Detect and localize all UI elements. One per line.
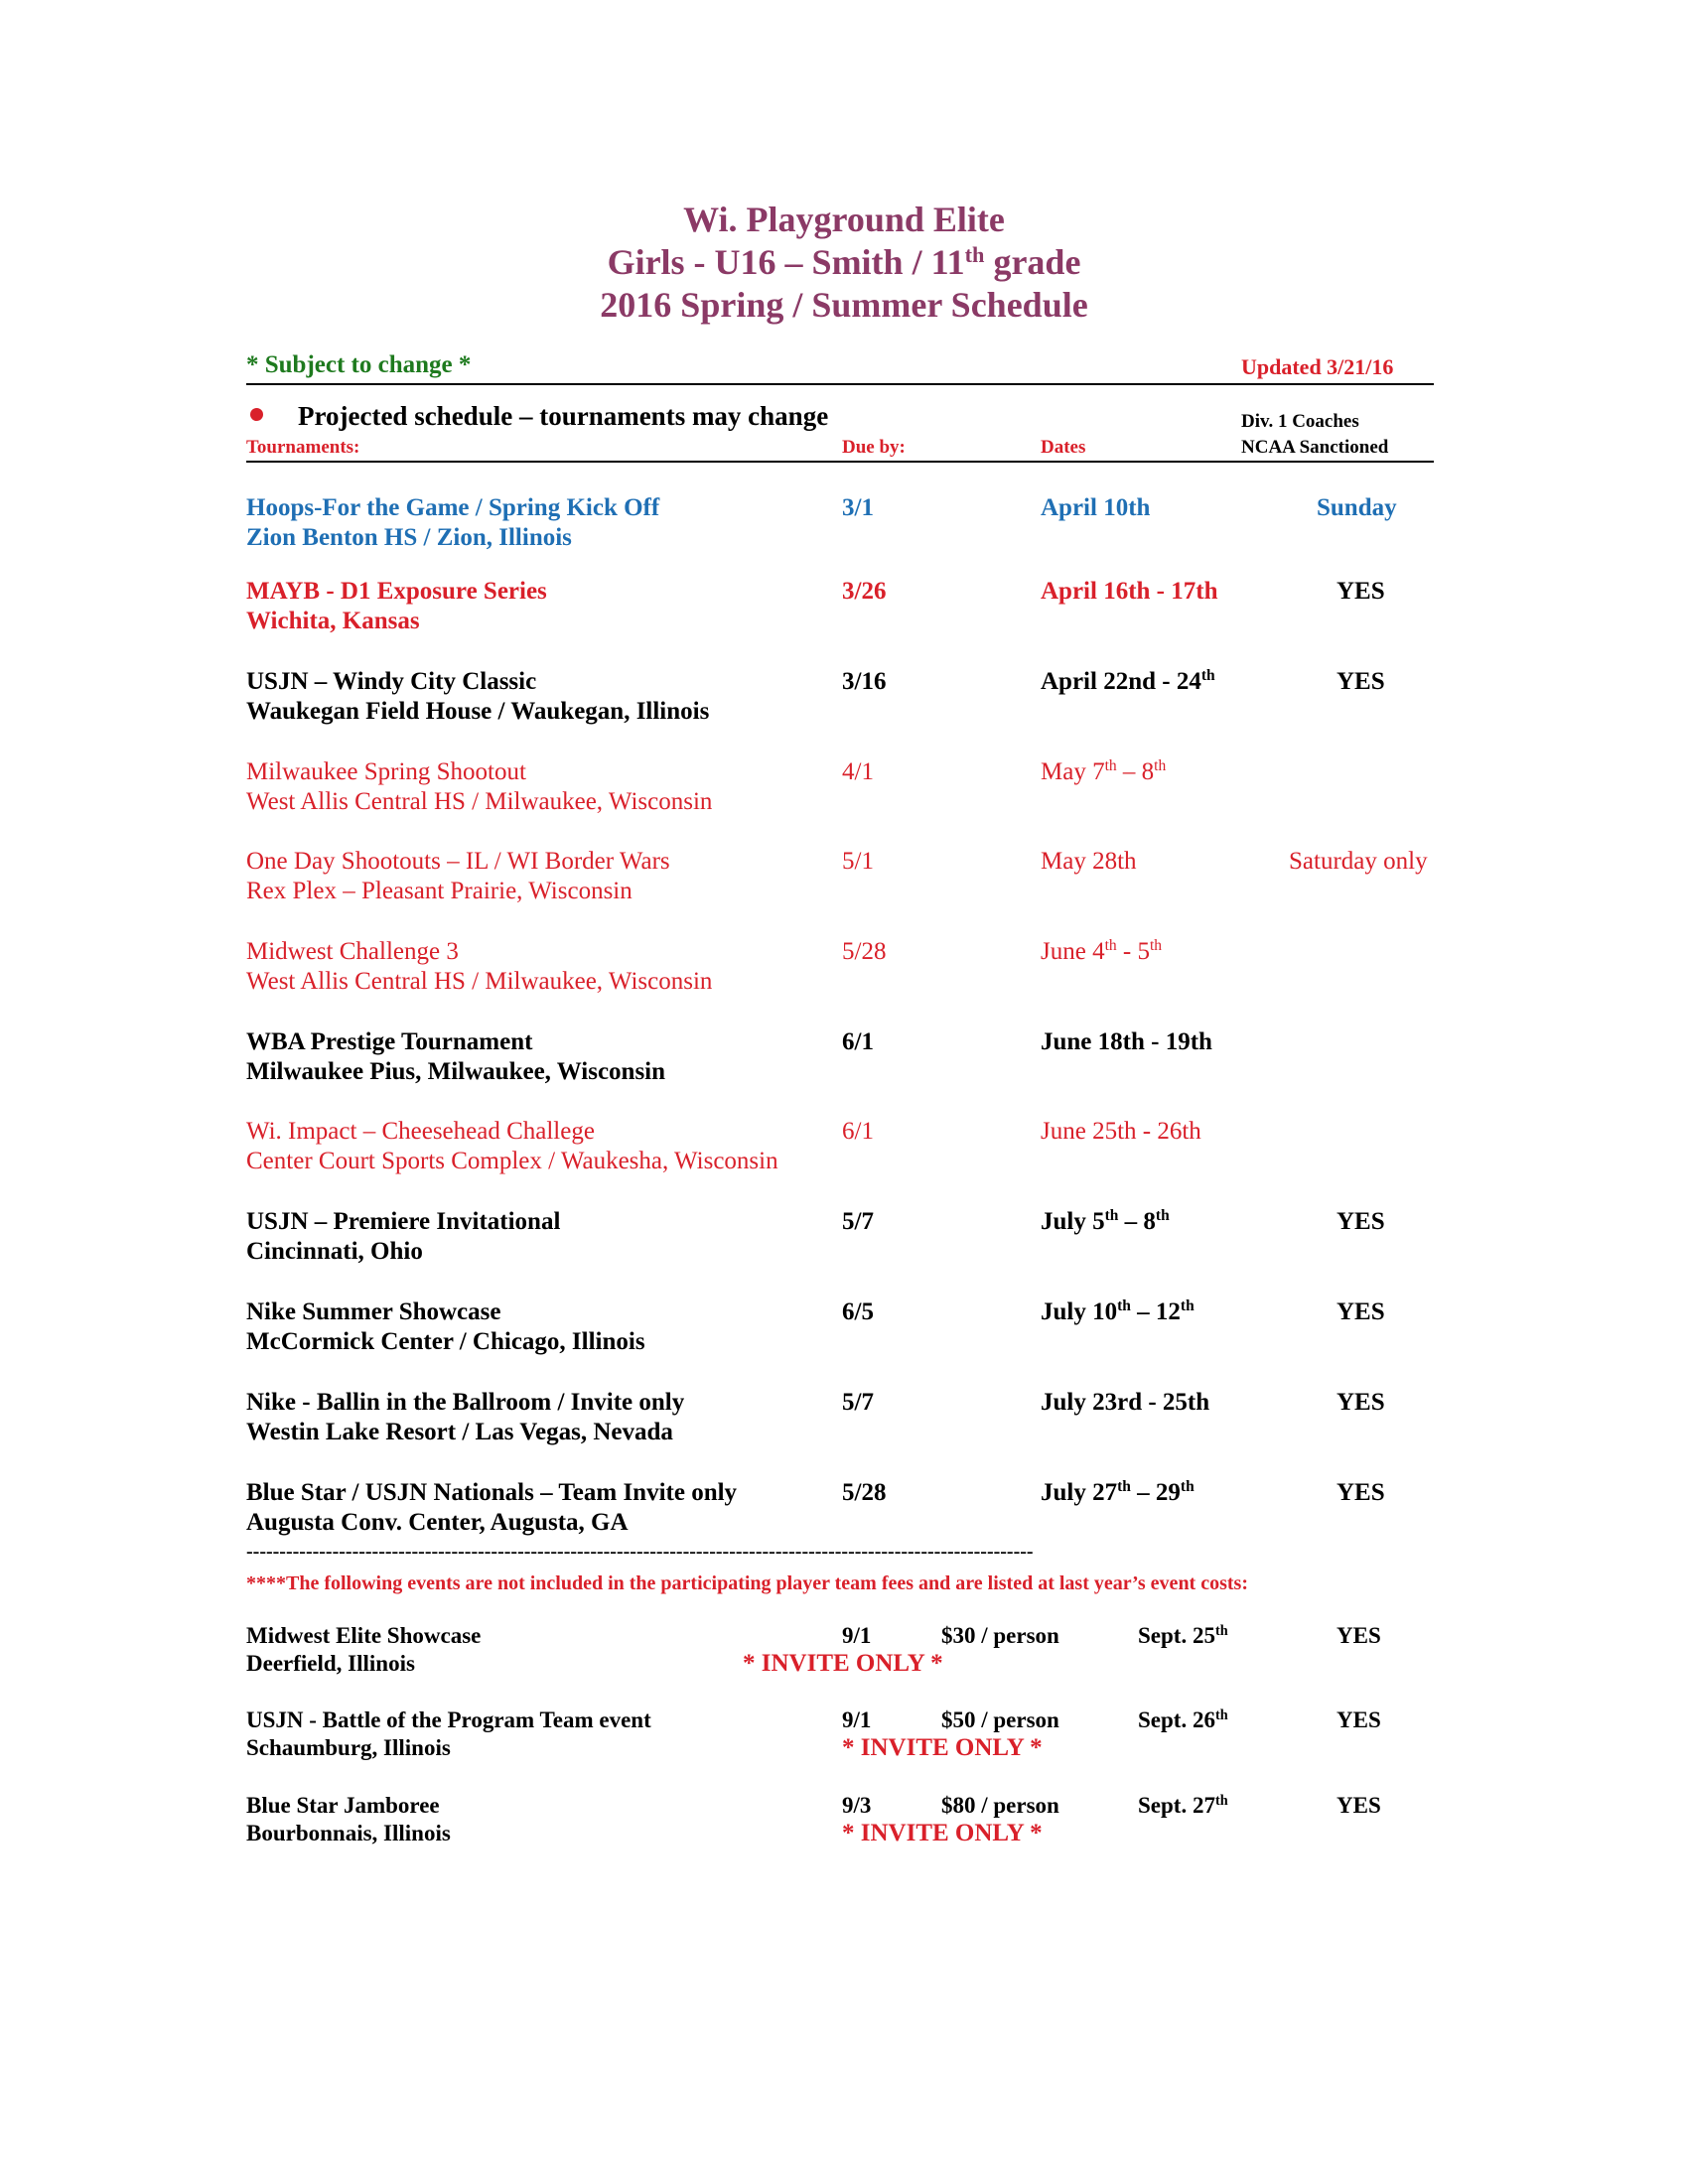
event-note: Saturday only — [1289, 848, 1428, 875]
title-line-2-suffix: grade — [984, 242, 1081, 282]
event-due: 5/7 — [842, 1389, 874, 1416]
event-location: Schaumburg, Illinois — [246, 1735, 451, 1760]
event-date: June 25th - 26th — [1041, 1118, 1201, 1145]
event-location: Center Court Sports Complex / Waukesha, Wisconsin — [246, 1148, 778, 1174]
event-row — [246, 667, 1438, 727]
event-row — [246, 577, 1438, 636]
event-location: Rex Plex – Pleasant Prairie, Wisconsin — [246, 878, 633, 904]
event-name: Hoops-For the Game / Spring Kick Off — [246, 494, 660, 521]
event-due: 6/1 — [842, 1028, 874, 1055]
event-cost: $50 / person — [941, 1707, 1059, 1732]
col-tournaments: Tournaments: — [246, 437, 360, 458]
event-date-sup: th — [1180, 1297, 1195, 1315]
event-date-sup: th — [1154, 757, 1167, 775]
event-date — [1138, 1622, 1228, 1650]
optional-event-row — [246, 1622, 1438, 1678]
event-row — [246, 1117, 1438, 1176]
ncaa-sanctioned-label: NCAA Sanctioned — [1241, 437, 1389, 458]
event-location: Bourbonnais, Illinois — [246, 1821, 451, 1845]
subheader-rule — [246, 461, 1434, 463]
event-due: 9/1 — [842, 1623, 872, 1648]
event-name: Midwest Elite Showcase — [246, 1623, 482, 1648]
invite-only-label: * INVITE ONLY * — [842, 1820, 1043, 1846]
event-date-sup: th — [1180, 1478, 1195, 1496]
event-location: McCormick Center / Chicago, Illinois — [246, 1328, 645, 1355]
event-date-text: May 7 — [1041, 758, 1105, 785]
event-date-end: - 5 — [1116, 938, 1150, 965]
event-date — [1138, 1792, 1228, 1820]
event-date — [1041, 1478, 1195, 1508]
invite-only-label: * INVITE ONLY * — [743, 1650, 943, 1677]
event-date-sup: th — [1214, 1623, 1228, 1640]
col-due-by: Due by: — [842, 437, 906, 458]
event-date-sup: th — [1214, 1793, 1228, 1810]
col-dates: Dates — [1041, 437, 1086, 458]
event-cost: $30 / person — [941, 1623, 1059, 1648]
event-date: June 18th - 19th — [1041, 1028, 1212, 1055]
optional-event-row — [246, 1792, 1438, 1847]
event-date: April 16th - 17th — [1041, 578, 1218, 605]
event-date — [1041, 937, 1162, 967]
title-line-2-sup: th — [964, 241, 985, 267]
event-date — [1041, 1207, 1170, 1237]
event-due: 5/7 — [842, 1208, 874, 1235]
event-row — [246, 1388, 1438, 1447]
event-note: YES — [1336, 1479, 1385, 1506]
event-date-text: April 22nd - 24 — [1041, 668, 1201, 695]
event-name: USJN – Premiere Invitational — [246, 1208, 561, 1235]
event-location: West Allis Central HS / Milwaukee, Wisconsin — [246, 968, 713, 995]
event-note: YES — [1336, 1793, 1381, 1818]
event-date — [1041, 667, 1215, 697]
event-date-text: July 10 — [1041, 1298, 1118, 1325]
event-name: Blue Star Jamboree — [246, 1793, 440, 1818]
event-date: July 23rd - 25th — [1041, 1389, 1210, 1416]
event-date-text: Sept. 25 — [1138, 1623, 1215, 1648]
event-date-end: – 8 — [1118, 1208, 1156, 1235]
event-cost: $80 / person — [941, 1793, 1059, 1818]
event-due: 5/28 — [842, 1479, 887, 1506]
dashed-divider: ----------------------------------------------------------------------------------------------------------------------- — [246, 1541, 1034, 1563]
event-due: 6/1 — [842, 1118, 874, 1145]
event-date-end: – 8 — [1116, 758, 1155, 785]
event-due: 4/1 — [842, 758, 874, 785]
event-row — [246, 1027, 1438, 1087]
event-location: Zion Benton HS / Zion, Illinois — [246, 524, 572, 551]
event-name: One Day Shootouts – IL / WI Border Wars — [246, 848, 670, 875]
event-date-sup: th — [1104, 757, 1117, 775]
event-due: 9/1 — [842, 1707, 872, 1732]
event-date — [1138, 1706, 1228, 1734]
fees-notice: ****The following events are not included in the participating player team fees and are listed at last year’s event costs: — [246, 1572, 1248, 1594]
title-line-1: Wi. Playground Elite — [683, 200, 1005, 239]
event-note: YES — [1336, 1389, 1385, 1416]
event-name: WBA Prestige Tournament — [246, 1028, 533, 1055]
event-date-text: Sept. 27 — [1138, 1793, 1215, 1818]
event-date — [1041, 757, 1166, 787]
event-row — [246, 1478, 1438, 1538]
event-note: YES — [1336, 1208, 1385, 1235]
event-name: Nike - Ballin in the Ballroom / Invite only — [246, 1389, 685, 1416]
title-line-3: 2016 Spring / Summer Schedule — [600, 285, 1088, 325]
event-note: YES — [1336, 1623, 1381, 1648]
event-note: YES — [1336, 578, 1385, 605]
event-location: Cincinnati, Ohio — [246, 1238, 423, 1265]
event-date-sup: th — [1149, 937, 1163, 955]
event-name: Milwaukee Spring Shootout — [246, 758, 526, 785]
header-rule — [246, 383, 1434, 385]
updated-date: Updated 3/21/16 — [1241, 354, 1394, 379]
event-row — [246, 1297, 1438, 1357]
event-date: May 28th — [1041, 848, 1137, 875]
event-date-sup: th — [1155, 1207, 1170, 1225]
bullet-icon — [250, 408, 263, 421]
event-name: MAYB - D1 Exposure Series — [246, 578, 547, 605]
event-date-text: Sept. 26 — [1138, 1707, 1215, 1732]
event-due: 6/5 — [842, 1298, 874, 1325]
event-name: USJN – Windy City Classic — [246, 668, 537, 695]
event-row — [246, 493, 1438, 553]
event-row — [246, 847, 1438, 906]
event-date-sup: th — [1104, 937, 1117, 955]
event-note: YES — [1336, 668, 1385, 695]
event-row — [246, 937, 1438, 997]
projected-schedule-note: Projected schedule – tournaments may change — [298, 401, 829, 431]
title-line-2-text: Girls - U16 – Smith / 11 — [607, 242, 965, 282]
event-due: 3/1 — [842, 494, 874, 521]
event-due: 5/1 — [842, 848, 874, 875]
event-location: Deerfield, Illinois — [246, 1651, 415, 1676]
event-date-sup: th — [1200, 667, 1215, 685]
event-due: 5/28 — [842, 938, 887, 965]
optional-event-row — [246, 1706, 1438, 1762]
event-date-text: June 4 — [1041, 938, 1105, 965]
event-date-sup: th — [1214, 1707, 1228, 1724]
event-location: Westin Lake Resort / Las Vegas, Nevada — [246, 1419, 673, 1445]
event-location: Milwaukee Pius, Milwaukee, Wisconsin — [246, 1058, 666, 1085]
event-name: Wi. Impact – Cheesehead Challege — [246, 1118, 595, 1145]
event-due: 3/16 — [842, 668, 887, 695]
event-date-end: – 12 — [1130, 1298, 1181, 1325]
event-date: April 10th — [1041, 494, 1151, 521]
event-note: YES — [1336, 1707, 1381, 1732]
event-location: Wichita, Kansas — [246, 608, 420, 634]
event-name: Nike Summer Showcase — [246, 1298, 501, 1325]
title-line-2 — [0, 241, 1688, 283]
event-name: Midwest Challenge 3 — [246, 938, 459, 965]
event-due: 3/26 — [842, 578, 887, 605]
event-date-sup: th — [1104, 1207, 1119, 1225]
event-note: Sunday — [1317, 494, 1397, 521]
event-date-end: – 29 — [1130, 1479, 1181, 1506]
invite-only-label: * INVITE ONLY * — [842, 1734, 1043, 1761]
event-row — [246, 1207, 1438, 1267]
event-location: West Allis Central HS / Milwaukee, Wisconsin — [246, 788, 713, 815]
event-row — [246, 757, 1438, 817]
event-date-text: July 5 — [1041, 1208, 1105, 1235]
subject-to-change: * Subject to change * — [246, 351, 472, 378]
event-name: USJN - Battle of the Program Team event — [246, 1707, 651, 1732]
event-name: Blue Star / USJN Nationals – Team Invite only — [246, 1479, 738, 1506]
div1-coaches-label: Div. 1 Coaches — [1241, 411, 1359, 432]
event-location: Augusta Conv. Center, Augusta, GA — [246, 1509, 629, 1536]
event-note: YES — [1336, 1298, 1385, 1325]
event-date — [1041, 1297, 1195, 1327]
event-date-sup: th — [1117, 1478, 1131, 1496]
event-date-text: July 27 — [1041, 1479, 1118, 1506]
event-date-sup: th — [1117, 1297, 1131, 1315]
event-location: Waukegan Field House / Waukegan, Illinois — [246, 698, 710, 725]
event-due: 9/3 — [842, 1793, 872, 1818]
